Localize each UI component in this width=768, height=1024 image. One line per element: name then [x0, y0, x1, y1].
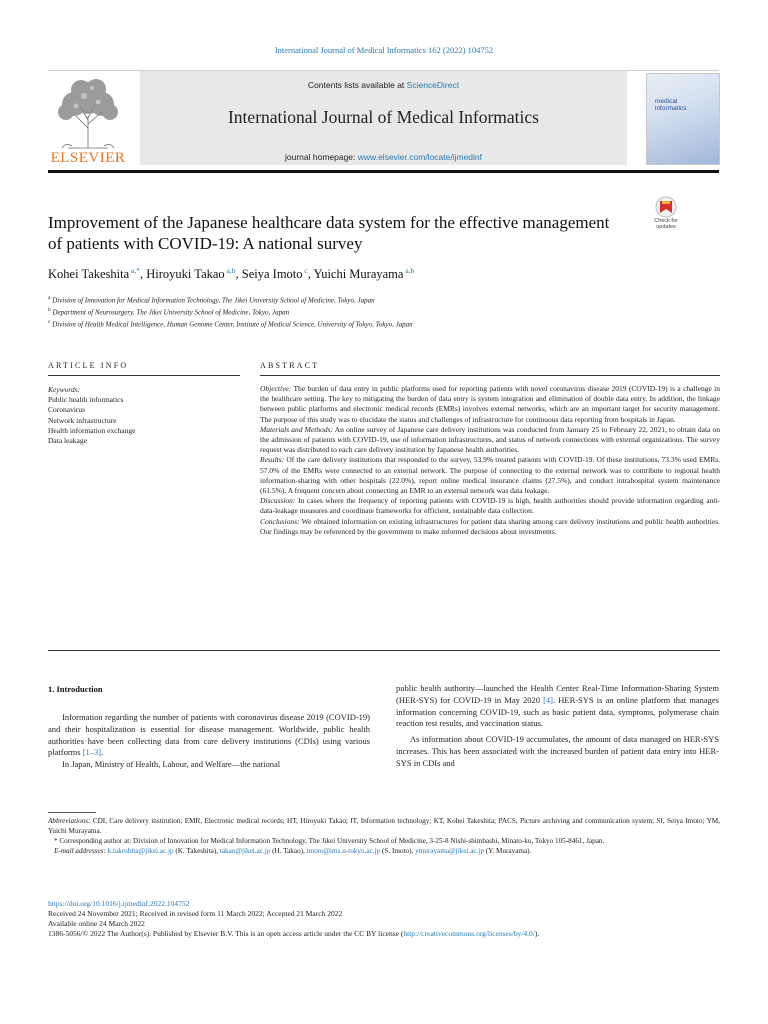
doi-link[interactable]: https://doi.org/10.1016/j.ijmedinf.2022.104752	[48, 899, 190, 908]
section-heading-introduction: 1. Introduction	[48, 684, 103, 694]
affiliation: $^c$ Division of Health Medical Intelligence, Human Genome Center, Institute of Medical Science, University of Tokyo, Tokyo, Japan	[48, 319, 413, 329]
abstract-conclusions: Conclusions: We obtained information on existing infrastructures for patient data sharing among care delivery institutions and public health authorities. Our findings may be referenced by the government to make informed decisions about investments.	[260, 516, 720, 536]
abbreviations-footnote: Abbreviations: CDI, Care delivery institution; EMR, Electronic medical records; HT, Hiroyuki Takao; IT, Information technology; KT, Kohei Takeshita; PACS, Picture archiving and communication system; SI, Seiya Imoto; YM, Yuichi Murayama.	[48, 817, 720, 835]
header-bottom-rule	[48, 170, 719, 173]
journal-homepage	[140, 152, 627, 162]
affiliation: $^b$ Department of Neurosurgery, The Jikei University School of Medicine, Tokyo, Japan	[48, 307, 290, 317]
abstract-bottom-rule	[48, 650, 720, 651]
article-title: Improvement of the Japanese healthcare data system for the effective management of patients with COVID-19: A national survey	[48, 213, 610, 253]
contents-line	[140, 80, 627, 90]
body-left-column	[48, 712, 370, 771]
corresponding-author-footnote: * Corresponding author at: Division of Innovation for Medical Information Technology, The Jikei University School of Medicine, 3-25-8 Nishi-shimbashi, Minato-ku, Tokyo 105-8461, Japan.	[54, 837, 605, 845]
author-list: Kohei Takeshita $^{a,*}$, Hiroyuki Takao $^{a,b}$, Seiya Imoto $^c$, Yuichi Murayama $^{a,b}$	[48, 266, 415, 282]
article-info-rule	[48, 375, 240, 376]
available-online: Available online 24 March 2022	[48, 919, 145, 928]
abstract-results: Results: Of the care delivery institutions that responded to the survey, 53.9% treated patients with COVID-19. Of these institutions, 73.3% used EMRs. 57.0% of the EMRs were connected to an external network. The purpose of connecting to the external network was to contribute to regional health information-sharing with other hospitals (22.0%), report online medical insurance claims (27.5%), and conduct intrahospital system maintenance (61.5%). A frequent concern about connecting an EMR to an external network was data leakage.	[260, 455, 720, 496]
elsevier-tree-logo-icon	[48, 76, 128, 150]
homepage-prefix: journal homepage:	[284, 152, 358, 162]
license-link[interactable]: http://creativecommons.org/licenses/by/4.0/	[403, 929, 535, 938]
email-link[interactable]: k.takeshita@jikei.ac.jp	[107, 847, 174, 855]
footnote-rule	[48, 812, 96, 813]
abstract-text	[260, 384, 720, 537]
keyword: Network infrastructure	[48, 415, 117, 425]
article-metadata	[48, 899, 720, 939]
license-line: 1386-5056/© 2022 The Author(s). Published by Elsevier B.V. This is an open access article under the CC BY license (http://creativecommons.org/licenses/by/4.0/).	[48, 929, 540, 938]
body-paragraph: public health authority—launched the Health Center Real-Time Information-Sharing System (HER-SYS) for COVID-19 in May 2020 [4]. HER-SYS is an online platform that manages information concerning COVID-19, such as basic patient data, symptoms, polymerase chain reaction test results, and vaccination status.	[396, 683, 719, 729]
body-paragraph: In Japan, Ministry of Health, Labour, and Welfare—the national	[62, 759, 281, 770]
journal-cover-thumbnail[interactable]	[646, 73, 720, 165]
abstract-rule	[260, 375, 720, 376]
author-name[interactable]: Hiroyuki Takao	[146, 267, 225, 282]
check-for-updates-badge[interactable]	[646, 195, 686, 235]
email-footnote: E-mail addresses: k.takeshita@jikei.ac.jp (K. Takeshita), takao@jikei.ac.jp (H. Takao), imoto@ims.u-tokyo.ac.jp (S. Imoto), ymurayama@jikei.ac.jp (Y. Murayama).	[54, 847, 532, 855]
author-name[interactable]: Yuichi Murayama	[313, 267, 404, 282]
email-link[interactable]: imoto@ims.u-tokyo.ac.jp	[306, 847, 381, 855]
elsevier-wordmark: ELSEVIER	[50, 150, 126, 166]
article-info-heading: ARTICLE INFO	[48, 361, 129, 370]
keywords-label: Keywords:	[48, 385, 81, 394]
homepage-link[interactable]: www.elsevier.com/locate/ijmedinf	[357, 152, 483, 162]
body-paragraph: Information regarding the number of patients with coronavirus disease 2019 (COVID-19) and their hospitalization is essential for disease management. Worldwide, public health authorities have been collecting data from care delivery institutions (CDIs) using various platforms [1–3].	[48, 712, 370, 758]
journal-reference[interactable]: International Journal of Medical Informatics 162 (2022) 104752	[274, 45, 494, 55]
keyword: Health information exchange	[48, 425, 136, 435]
keywords-block	[48, 385, 238, 446]
journal-title: International Journal of Medical Informatics	[227, 107, 539, 127]
abstract-objective: Objective: The burden of data entry in public platforms used for reporting patients with novel coronavirus disease 2019 (COVID-19) is a challenge in the healthcare setting. The key to mitigating the burden of data entry is system integration and elimination of double data entry. In addition, the linkage between public platforms and electronic medical records (EMRs) involves external networks, which are an important target for security management. The purpose of this study was to elucidate the status and challenges of infrastructure for continuous data reporting from hospitals in Japan.	[260, 384, 720, 424]
author-affiliation-marker[interactable]: a,b	[226, 266, 236, 275]
keyword: Data leakage	[48, 436, 87, 446]
keyword: Public health informatics	[48, 395, 124, 405]
email-link[interactable]: ymurayama@jikei.ac.jp	[415, 847, 484, 855]
author-name[interactable]: Kohei Takeshita	[48, 267, 130, 282]
footnotes	[48, 816, 720, 856]
body-right-column	[396, 683, 719, 770]
contents-prefix: Contents lists available at	[307, 80, 407, 90]
check-for-updates-label: Check for updates	[654, 218, 678, 230]
citation-link[interactable]: [1–3]	[82, 747, 102, 758]
cover-title: medical informatics	[655, 98, 687, 113]
author-affiliation-marker[interactable]: a,b	[405, 266, 415, 275]
body-paragraph: As information about COVID-19 accumulates, the amount of data managed on HER-SYS increases. This has been associated with the increased burden of patient data entry into HER-SYS in CDIs and	[396, 734, 719, 768]
abstract-discussion: Discussion: In cases where the frequency of reporting patients with COVID-19 is high, health authorities should provide information regarding anti-data-leakage measures and coordinate frameworks for efficient, sustainable data collection.	[260, 496, 720, 516]
abstract-methods: Materials and Methods: An online survey of Japanese care delivery institutions was conducted from January 25 to February 22, 2021, to obtain data on the admission of patients with COVID-19, use of information infrastructures, and status of network connections with external organizations. The survey request was distributed to each care delivery institution by Japanese health authorities.	[260, 424, 720, 455]
author-name[interactable]: Seiya Imoto	[241, 267, 303, 282]
citation-link[interactable]: [4]	[543, 694, 553, 705]
check-for-updates-icon	[646, 195, 686, 219]
received-dates: Received 24 November 2021; Received in revised form 11 March 2022; Accepted 21 March 2022	[48, 909, 343, 918]
keyword: Coronavirus	[48, 405, 86, 415]
author-affiliation-marker[interactable]: c	[304, 266, 308, 275]
abstract-heading: ABSTRACT	[260, 361, 320, 370]
author-affiliation-marker[interactable]: a,*	[131, 266, 141, 275]
sciencedirect-link[interactable]: ScienceDirect	[406, 80, 460, 90]
affiliation: $^a$ Division of Innovation for Medical Information Technology, The Jikei University School of Medicine, Tokyo, Japan	[48, 295, 375, 305]
email-link[interactable]: takao@jikei.ac.jp	[219, 847, 271, 855]
